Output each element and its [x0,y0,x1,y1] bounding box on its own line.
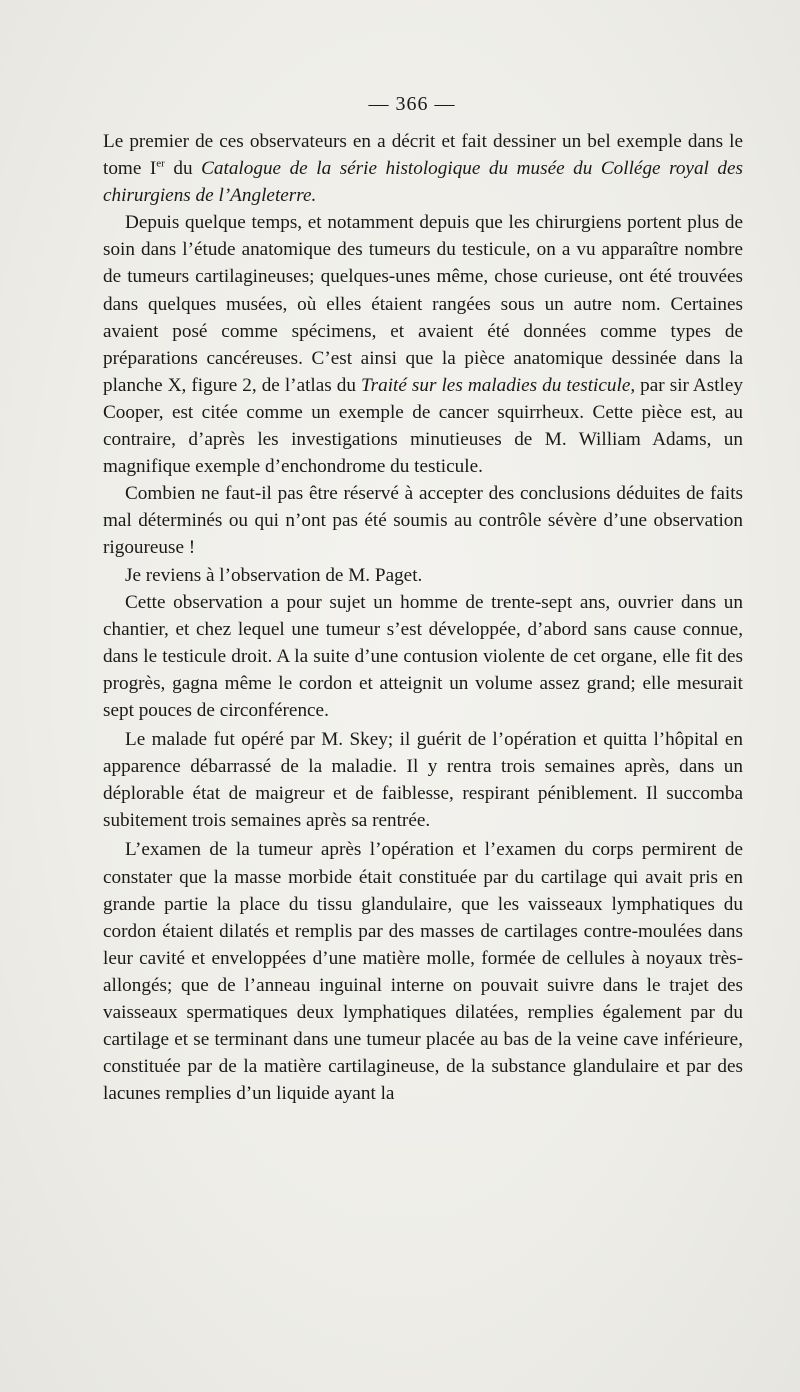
text-run: Cette observation a pour sujet un homme de trente-sept ans, ouvrier dans un chantier, et chez lequel une tumeur s’est développée, d’abord sans cause connue, dans le testicule droit. A la suite d’une contusion violente de cet organe, elle fit des progrès, gagna même le cordon et atteignit un volume assez grand; elle mesurait sept pouces de circonférence. [103,591,743,721]
text-run: Depuis quelque temps, et notamment depuis que les chirurgiens portent plus de soin dans l’étude anatomique des tumeurs du testicule, on a vu apparaître nombre de tumeurs cartilagineuses; quelques-unes même, chose curieuse, ont été trouvées dans quelques musées, où elles étaient rangées sous un autre nom. Certaines avaient posé comme spécimens, et avaient été données comme types de préparations cancéreuses. C’est ainsi que la pièce anatomique dessinée dans la planche X, figure 2, de l’atlas du [103,212,743,396]
paragraph [103,726,743,834]
page-number: — 366 — [368,93,456,115]
text-run: du [164,158,202,180]
italic-text: Catalogue de la série histologique du musée du Collége royal des chirurgiens de l’Angleterre. [103,158,743,207]
paragraph [103,562,743,589]
text-run: par sir Astley Cooper, est citée comme un exemple de cancer squirrheux. Cette pièce est, au contraire, d’après les investigations minutieuses de M. William Adams, un magnifique exemple d’enchondrome du testicule. [103,374,743,478]
paragraph [103,128,743,209]
paragraph [103,836,743,1107]
paragraph [103,209,743,480]
text-run: L’examen de la tumeur après l’opération et l’examen du corps permirent de constater que la masse morbide était constituée par du cartilage qui avait pris en grande partie la place du tissu glandulaire, que les vaisseaux lymphatiques du cordon étaient dilatés et remplis par des masses de cartilages contre-moulées dans leur cavité et enveloppées d’une matière molle, formée de cellules à noyaux très-allongés; que de l’anneau inguinal interne on pouvait suivre dans le trajet des vaisseaux spermatiques deux lymphatiques dilatées, remplies également par du cartilage et se terminant dans une tumeur placée au bas de la veine cave inférieure, constituée par de la matière cartilagineuse, de la substance glandulaire et par des lacunes remplies d’un liquide ayant la [103,839,743,1105]
text-run: Combien ne faut-il pas être réservé à accepter des conclusions déduites de faits mal déterminés ou qui n’ont pas été soumis au contrôle sévère d’une observation rigoureuse ! [103,483,743,559]
text-run: Le premier de ces observateurs en a décrit et fait dessiner un bel exemple dans le tome I [103,131,743,180]
superscript-text: er [156,157,165,170]
paragraph [103,589,743,724]
text-run: Je reviens à l’observation de M. Paget. [125,564,423,586]
paragraph [103,480,743,561]
text-run: Le malade fut opéré par M. Skey; il guérit de l’opération et quitta l’hôpital en apparence débarrassé de la maladie. Il y rentra trois semaines après, dans un déplorable état de maigreur et de faiblesse, respirant péniblement. Il succomba subitement trois semaines après sa rentrée. [103,729,743,832]
body-text [103,128,743,1107]
italic-text: Traité sur les maladies du testicule, [361,374,636,396]
